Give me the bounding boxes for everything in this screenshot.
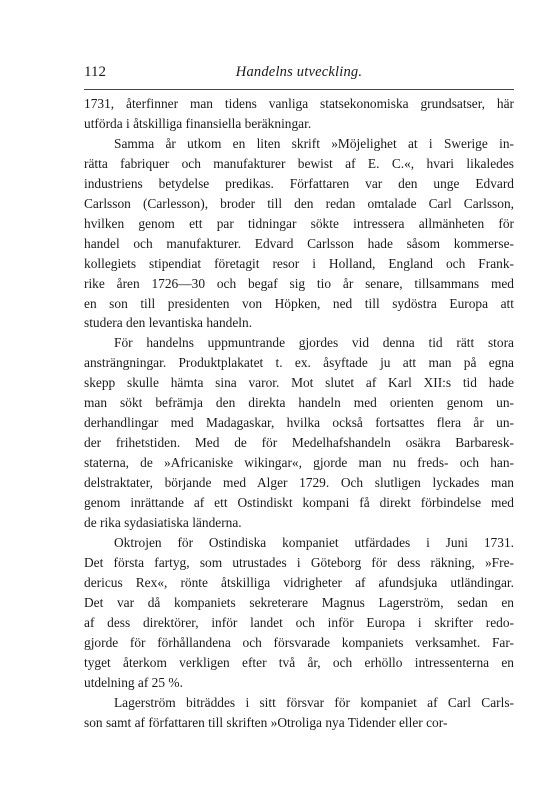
text-line: industriens betydelse predikas. Författaren var den unge Edvard — [84, 175, 514, 191]
page-number: 112 — [84, 64, 106, 80]
text-line: skepp skulle hämta sina varor. Mot slutet af Karl XII:s tid hade — [84, 375, 514, 391]
text-line: rike åren 1726—30 och begaf sig tio år senare, tillsammans med — [84, 275, 514, 291]
text-line: utförda i åtskilliga finansiella beräkningar. — [84, 115, 312, 131]
text-line: derhandlingar med Madagaskar, hvilka också fortsattes flera år un- — [84, 415, 514, 431]
text-line: man sökt befrämja den direkta handeln med orienten genom un- — [84, 395, 514, 411]
running-title: Handelns utveckling. — [235, 64, 363, 80]
page-header — [84, 64, 514, 86]
text-line: en son till presidenten von Höpken, ned till sydöstra Europa att — [84, 295, 514, 311]
text-line: de rika sydasiatiska länderna. — [84, 515, 242, 531]
paragraph — [84, 94, 514, 134]
text-line: dericus Rex«, rönte åtskilliga vidrigheter af afundsjuka utländingar. — [84, 574, 514, 590]
paragraph — [84, 533, 514, 693]
paragraph — [84, 333, 514, 533]
text-line: Carlsson (Carlesson), broder till den redan omtalade Carl Carlsson, — [84, 195, 514, 211]
text-line: der frihetstiden. Med de för Medelhafshandeln osäkra Barbaresk- — [84, 435, 514, 451]
text-line: genom inrättande af ett Ostindiskt kompani få direkt förbindelse med — [84, 495, 514, 511]
text-line: Det första fartyg, som utrustades i Göteborg för dess räkning, »Fre- — [84, 554, 514, 570]
text-line: rätta fabriquer och manufakturer bewist af E. C.«, hvari likaledes — [84, 155, 514, 171]
text-line: kollegiets stipendiat företagit resor i Holland, England och Frank- — [84, 255, 514, 271]
header-rule — [84, 89, 514, 90]
text-line: son samt af författaren till skriften »Otroliga nya Tidender eller cor- — [84, 714, 448, 730]
text-line: tyget återkom verkligen efter två år, och erhöllo intressenterna en — [84, 654, 514, 670]
text-line: delstraktater, börjande med Alger 1729. Och slutligen lyckades man — [84, 475, 514, 491]
text-line: Lagerström biträddes i sitt försvar för kompaniet af Carl Carls- — [114, 694, 514, 710]
text-line: Oktrojen för Ostindiska kompaniet utfärdades i Juni 1731. — [114, 534, 514, 550]
text-line: Det var då kompaniets sekreterare Magnus Lagerström, sedan en — [84, 594, 514, 610]
text-line: hvilken genom ett par tidningar sökte intressera allmänheten för — [84, 215, 514, 231]
paragraph — [84, 693, 514, 733]
text-line: handel och manufakturer. Edvard Carlsson hade såsom kommerse- — [84, 235, 514, 251]
text-line: För handelns uppmuntrande gjordes vid denna tid rätt stora — [114, 335, 514, 351]
paragraph — [84, 134, 514, 334]
text-line: staterna, de »Africaniske wikingar«, gjorde man nu freds- och han- — [84, 455, 514, 471]
text-line: gjorde för förhållandena och försvarade kompaniets verksamhet. Far- — [84, 634, 514, 650]
text-line: studera den levantiska handeln. — [84, 315, 253, 331]
text-line: 1731, återfinner man tidens vanliga statsekonomiska grundsatser, här — [84, 96, 514, 111]
text-line: ansträngningar. Produktplakatet t. ex. åsyftade ju att man på egna — [84, 355, 514, 371]
text-line: af dess direktörer, inför landet och inför Europa i skrifter redo- — [84, 614, 514, 630]
text-line: Samma år utkom en liten skrift »Möjelighet at i Swerige in- — [114, 135, 514, 151]
text-line: utdelning af 25 %. — [84, 674, 183, 690]
body-text — [84, 94, 514, 733]
